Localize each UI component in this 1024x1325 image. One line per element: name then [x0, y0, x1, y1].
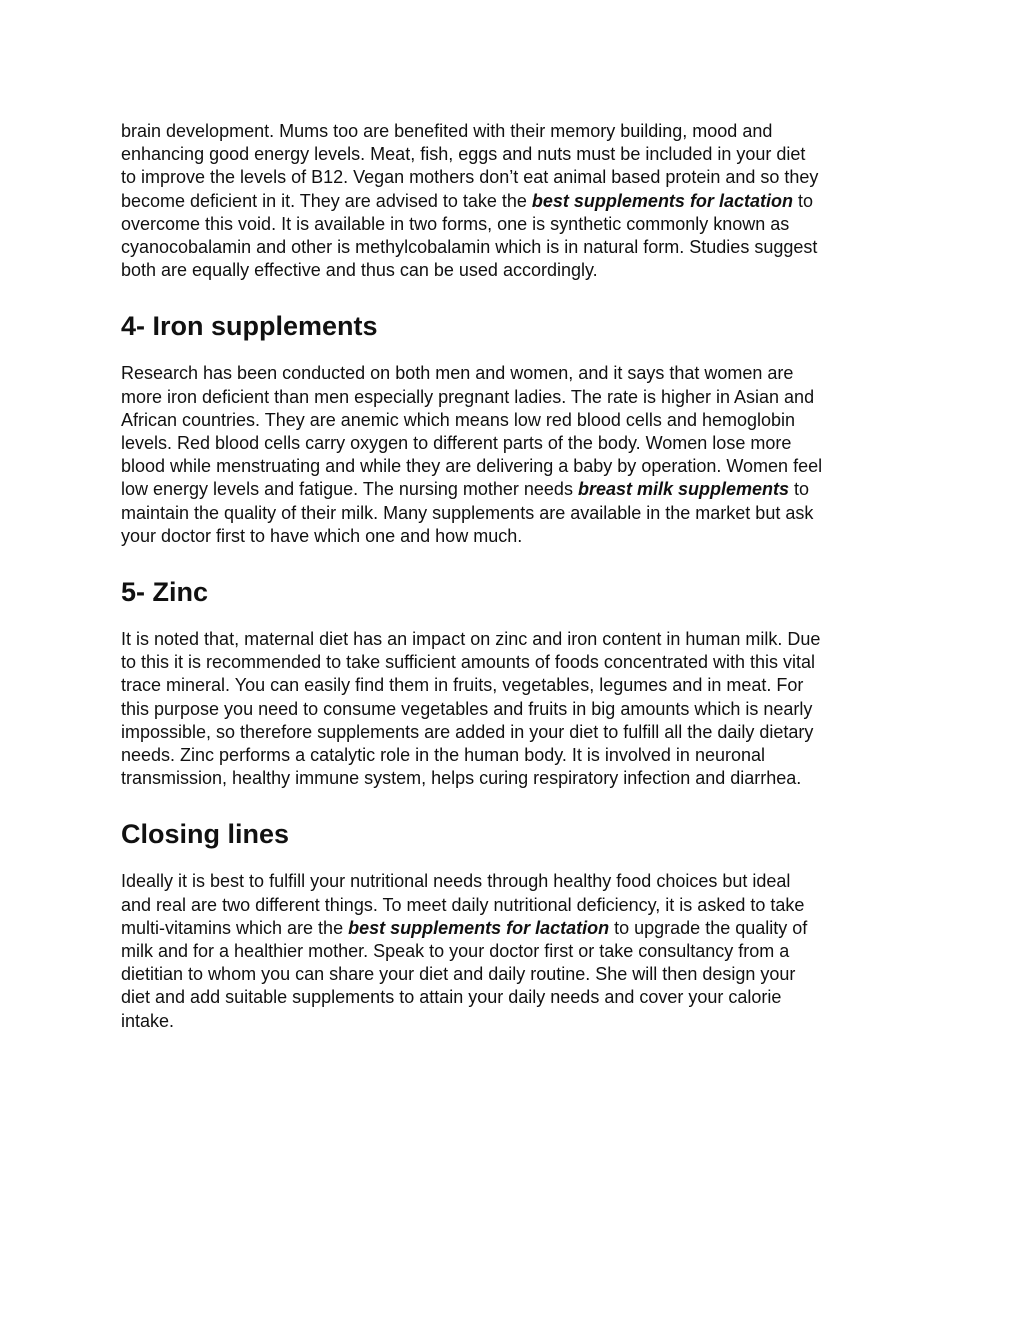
paragraph-closing	[121, 870, 911, 1032]
section-heading-iron: 4- Iron supplements	[121, 311, 378, 342]
emphasis-link-text: best supplements for lactation	[531, 190, 793, 211]
paragraph-text: to maintain the quality of their milk. Many supplements are available in the market but ask your doctor first to have which one and how much.	[121, 479, 814, 546]
paragraph-text: brain development. Mums too are benefited with their memory building, mood and enhancing good energy levels. Meat, fish, eggs and nuts must be included in your diet to improve the levels of B12. Vegan mothers don’t eat animal based protein and so they become deficient in it. They are advised to take the	[121, 121, 819, 211]
paragraph-b12	[121, 120, 911, 282]
paragraph-text: Ideally it is best to fulfill your nutritional needs through healthy food choices but ideal and real are two different things. To meet daily nutritional deficiency, it is asked to take multi-vitamins which are the	[121, 871, 805, 938]
paragraph-iron	[121, 362, 911, 548]
section-heading-zinc: 5- Zinc	[121, 577, 209, 608]
section-heading-closing: Closing lines	[121, 819, 290, 850]
paragraph-text: to overcome this void. It is available in two forms, one is synthetic commonly known as cyanocobalamin and other is methylcobalamin which is in natural form. Studies suggest both are equally effective and thus can be used accordingly.	[121, 190, 818, 281]
emphasis-link-text: breast milk supplements	[577, 479, 790, 500]
emphasis-link-text: best supplements for lactation	[348, 917, 610, 938]
paragraph-zinc: It is noted that, maternal diet has an impact on zinc and iron content in human milk. Due to this it is recommended to take sufficient amounts of foods concentrated with this vital trace mineral. You can easily find them in fruits, vegetables, legumes and in meat. For this purpose you need to consume vegetables and fruits in big amounts which is nearly impossible, so therefore supplements are added in your diet to fulfill all the daily dietary needs. Zinc performs a catalytic role in the human body. It is involved in neuronal transmission, healthy immune system, helps curing respiratory infection and diarrhea.	[121, 629, 821, 789]
paragraph-text: to upgrade the quality of milk and for a healthier mother. Speak to your doctor first or take consultancy from a dietitian to whom you can share your diet and daily routine. She will then design your diet and add suitable supplements to attain your daily needs and cover your calorie intake.	[121, 917, 808, 1031]
document-page	[121, 120, 911, 1033]
paragraph-text: Research has been conducted on both men and women, and it says that women are more iron deficient than men especially pregnant ladies. The rate is higher in Asian and African countries. They are anemic which means low red blood cells and hemoglobin levels. Red blood cells carry oxygen to different parts of the body. Women lose more blood while menstruating and while they are delivering a baby by operation. Women feel low energy levels and fatigue. The nursing mother needs	[121, 363, 823, 500]
